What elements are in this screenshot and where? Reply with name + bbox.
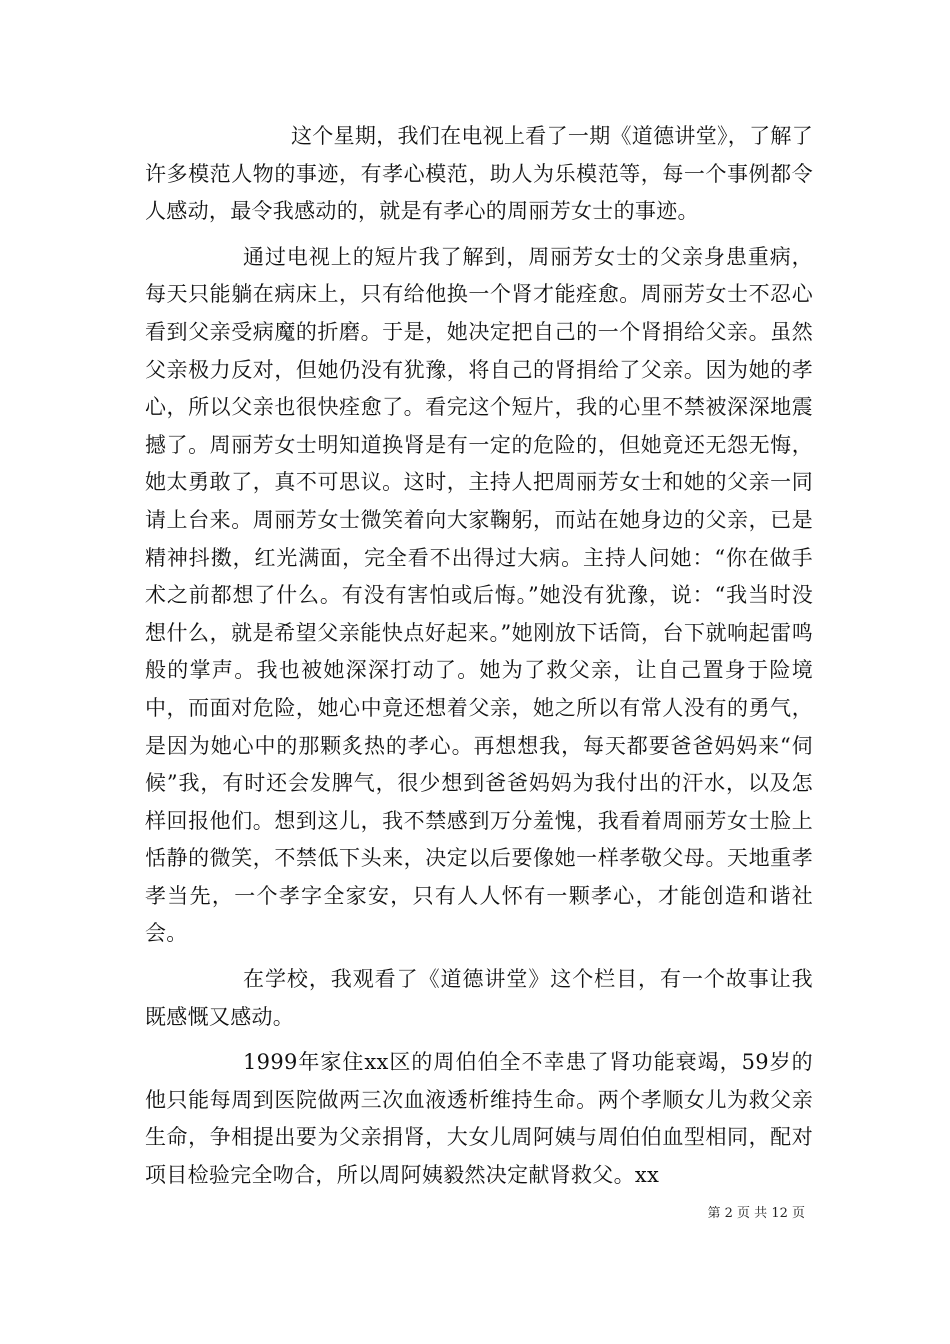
paragraph: 1999年家住xx区的周伯伯全不幸患了肾功能衰竭，59岁的他只能每周到医院做两三次血液透析维持生命。两个孝顺女儿为救父亲生命，争相提出要为父亲捐肾，大女儿周阿姨与周伯伯血型相同，配对项目检验完全吻合，所以周阿姨毅然决定献肾救父。xx xyxy=(145,1050,813,1188)
page-number-footer: 第 2 页 共 12 页 xyxy=(707,1206,805,1221)
paragraph: 在学校，我观看了《道德讲堂》这个栏目，有一个故事让我既感慨又感动。 xyxy=(145,967,813,1029)
document-body xyxy=(145,118,813,1203)
paragraph: 通过电视上的短片我了解到，周丽芳女士的父亲身患重病，每天只能躺在病床上，只有给他换一个肾才能痊愈。周丽芳女士不忍心看到父亲受病魔的折磨。于是，她决定把自己的一个肾捐给父亲。虽然父亲极力反对，但她仍没有犹豫，将自己的肾捐给了父亲。因为她的孝心，所以父亲也很快痊愈了。看完这个短片，我的心里不禁被深深地震撼了。周丽芳女士明知道换肾是有一定的危险的，但她竟还无怨无悔，她太勇敢了，真不可思议。这时，主持人把周丽芳女士和她的父亲一同请上台来。周丽芳女士微笑着向大家鞠躬，而站在她身边的父亲，已是精神抖擞，红光满面，完全看不出得过大病。主持人问她：“你在做手术之前都想了什么。有没有害怕或后悔。”她没有犹豫，说：“我当时没想什么，就是希望父亲能快点好起来。”她刚放下话筒，台下就响起雷鸣般的掌声。我也被她深深打动了。她为了救父亲，让自己置身于险境中，而面对危险，她心中竟还想着父亲，她之所以有常人没有的勇气，是因为她心中的那颗炙热的孝心。再想想我，每天都要爸爸妈妈来“伺候”我，有时还会发脾气，很少想到爸爸妈妈为我付出的汗水，以及怎样回报他们。想到这儿，我不禁感到万分羞愧，我看着周丽芳女士脸上恬静的微笑，不禁低下头来，决定以后要像她一样孝敬父母。天地重孝孝当先，一个孝字全家安，只有人人怀有一颗孝心，才能创造和谐社会。 xyxy=(145,244,813,946)
paragraph: 这个星期，我们在电视上看了一期《道德讲堂》，了解了许多模范人物的事迹，有孝心模范，助人为乐模范等，每一个事例都令人感动，最令我感动的，就是有孝心的周丽芳女士的事迹。 xyxy=(145,124,813,224)
